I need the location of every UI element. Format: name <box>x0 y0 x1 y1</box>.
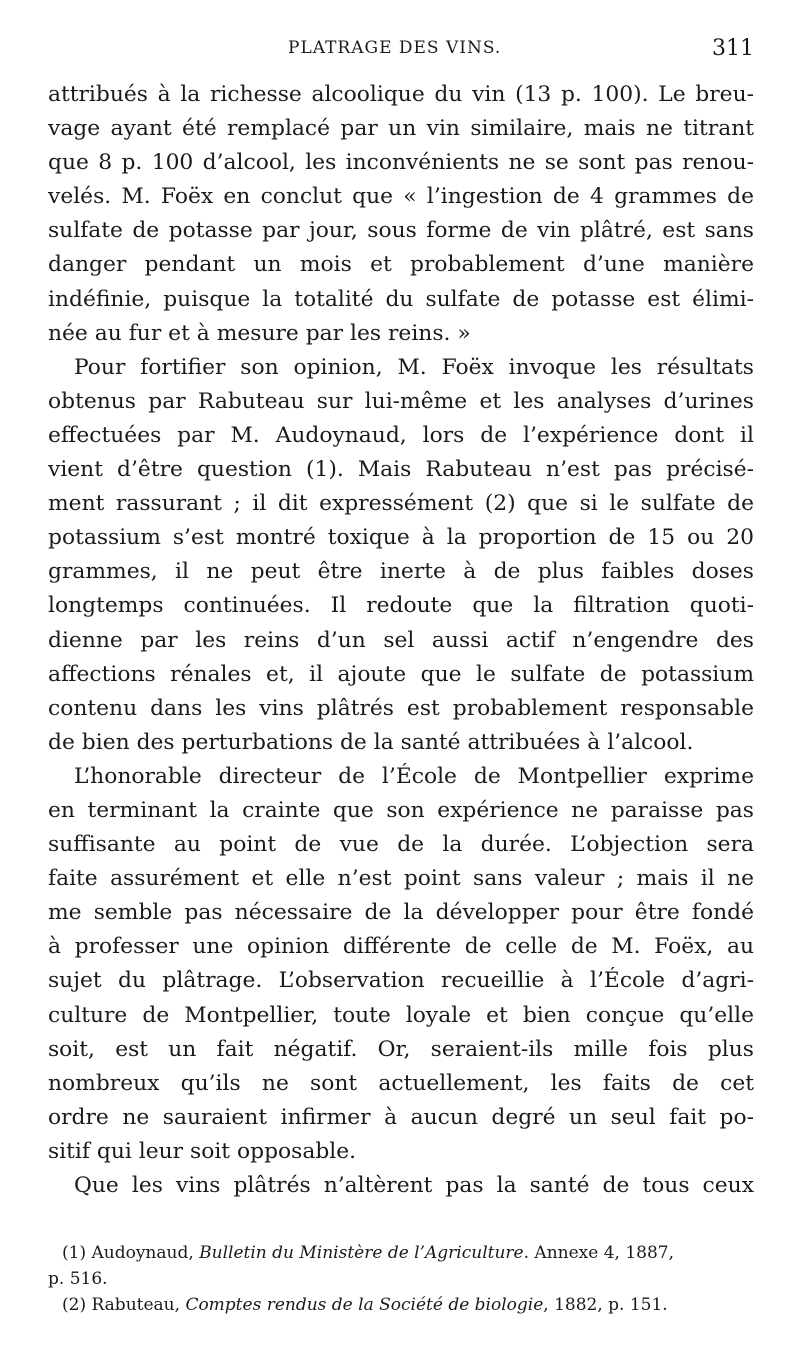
footnote-2-rest: , 1882, p. 151. <box>543 1295 668 1315</box>
text-line: suffisante au point de vue de la durée. L’objection sera <box>48 832 754 858</box>
text-line: danger pendant un mois et probablement d’une manière <box>48 252 754 278</box>
text-line: obtenus par Rabuteau sur lui-même et les analyses d’urines <box>48 388 754 414</box>
text-line: soit, est un fait négatif. Or, seraient-ils mille fois plus <box>48 1036 754 1062</box>
text-line: dienne par les reins d’un sel aussi actif n’engendre des <box>48 627 754 653</box>
page-number: 311 <box>712 36 754 61</box>
text-line: affections rénales et, il ajoute que le sulfate de potassium <box>48 661 754 687</box>
text-line: velés. M. Foëx en conclut que « l’ingestion de 4 grammes de <box>48 184 754 210</box>
text-line: vient d’être question (1). Mais Rabuteau n’est pas précisé- <box>48 457 754 483</box>
text-line: que 8 p. 100 d’alcool, les inconvénients ne se sont pas renou- <box>48 150 754 176</box>
text-line: potassium s’est montré toxique à la proportion de 15 ou 20 <box>48 525 754 551</box>
text-line: née au fur et à mesure par les reins. » <box>48 320 471 346</box>
text-line: ment rassurant ; il dit expressément (2) que si le sulfate de <box>48 491 754 517</box>
text-line: Pour fortifier son opinion, M. Foëx invoque les résultats <box>74 354 754 380</box>
footnote-1 <box>48 1240 756 1266</box>
running-title: PLATRAGE DES VINS. <box>288 38 502 58</box>
text-line: longtemps continuées. Il redoute que la filtration quoti- <box>48 593 754 619</box>
text-line: Que les vins plâtrés n’altèrent pas la santé de tous ceux <box>74 1173 754 1198</box>
text-line: de bien des perturbations de la santé attribuées à l’alcool. <box>48 729 694 755</box>
text-line: culture de Montpellier, toute loyale et bien conçue qu’elle <box>48 1002 754 1028</box>
footnote-1-marker: (1) Audoynaud, <box>62 1243 194 1263</box>
text-line: me semble pas nécessaire de la développer pour être fondé <box>48 900 754 926</box>
text-line: effectuées par M. Audoynaud, lors de l’expérience dont il <box>48 422 754 448</box>
text-line: faite assurément et elle n’est point sans valeur ; mais il ne <box>48 866 754 892</box>
text-line: contenu dans les vins plâtrés est probablement responsable <box>48 695 754 721</box>
text-line: sitif qui leur soit opposable. <box>48 1138 357 1164</box>
footnote-1-continuation: p. 516. <box>48 1269 108 1289</box>
page-header <box>48 36 766 68</box>
footnotes <box>48 1240 756 1318</box>
text-line: grammes, il ne peut être inerte à de plus faibles doses <box>48 559 754 585</box>
text-line: à professer une opinion différente de celle de M. Foëx, au <box>48 934 754 960</box>
text-line: nombreux qu’ils ne sont actuellement, les faits de cet <box>48 1070 754 1096</box>
text-line: vage ayant été remplacé par un vin similaire, mais ne titrant <box>48 116 754 142</box>
text-line: attribués à la richesse alcoolique du vin (13 p. 100). Le breu- <box>48 82 754 107</box>
footnote-1-title: Bulletin du Ministère de l’Agriculture <box>199 1243 524 1263</box>
text-line: en terminant la crainte que son expérience ne paraisse pas <box>48 797 754 823</box>
text-line: sulfate de potasse par jour, sous forme de vin plâtré, est sans <box>48 218 754 244</box>
text-line: indéfinie, puisque la totalité du sulfate de potasse est élimi- <box>48 286 754 312</box>
text-line: sujet du plâtrage. L’observation recueillie à l’École d’agri- <box>48 968 754 994</box>
text-line: L’honorable directeur de l’École de Montpellier exprime <box>74 763 754 789</box>
body-text <box>48 78 754 1203</box>
footnote-2-marker: (2) Rabuteau, <box>62 1295 181 1315</box>
footnote-1-rest: . Annexe 4, 1887, <box>523 1243 674 1263</box>
text-line: ordre ne sauraient infirmer à aucun degré un seul fait po- <box>48 1104 754 1130</box>
footnote-2 <box>48 1292 756 1318</box>
footnote-2-title: Comptes rendus de la Société de biologie <box>185 1295 544 1315</box>
